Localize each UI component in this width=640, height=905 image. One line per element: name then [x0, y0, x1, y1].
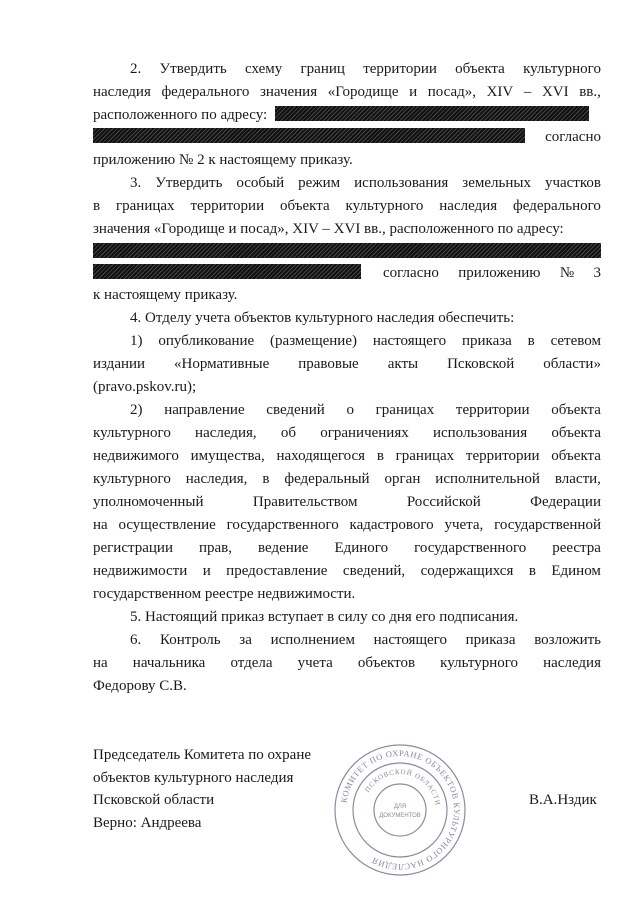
word: государственной	[494, 517, 601, 533]
word: исполнением	[270, 632, 355, 648]
word: приложению	[458, 265, 541, 281]
word: содержащихся	[420, 563, 514, 579]
signer-title-line1: Председатель Комитета по охране	[93, 747, 312, 763]
word: посад»,	[427, 84, 476, 100]
word: прав,	[198, 540, 232, 556]
word: объектов	[357, 655, 416, 671]
word: «Городище	[327, 84, 399, 100]
word: кадастрового	[349, 517, 434, 533]
word: осуществление	[118, 517, 216, 533]
word: направление	[164, 402, 245, 418]
word: №	[559, 265, 575, 281]
word: культурного	[440, 655, 519, 671]
word: (размещение)	[270, 333, 357, 349]
word: в	[528, 563, 536, 579]
word: Утвердить	[155, 175, 223, 191]
word: в	[376, 448, 384, 464]
signer-title-line2: объектов культурного наследия	[93, 770, 294, 786]
word: объекта	[551, 425, 601, 441]
word: 6.	[130, 632, 142, 648]
word: наследия	[543, 655, 601, 671]
seal-outer-text: КОМИТЕТ ПО ОХРАНЕ ОБЪЕКТОВ КУЛЬТУРНОГО НАСЛЕДИЯ	[338, 747, 463, 873]
item4-sub1-line2	[93, 355, 601, 373]
item4-sub2-line4	[93, 470, 601, 488]
item3-line2	[93, 197, 601, 215]
word: имущества,	[190, 448, 265, 464]
word: режим	[298, 175, 341, 191]
word: Единого	[334, 540, 389, 556]
word: в	[262, 471, 270, 487]
redacted-address	[93, 264, 361, 279]
word: использования	[432, 425, 528, 441]
word: культурного	[523, 61, 601, 77]
word: сведений,	[342, 563, 406, 579]
word: начальника	[132, 655, 206, 671]
item4-sub2-line1	[130, 401, 601, 419]
item4-sub1-line3: (pravo.pskov.ru);	[93, 379, 197, 395]
word: об	[280, 425, 296, 441]
word: государственного	[414, 540, 527, 556]
item3-according	[383, 264, 601, 282]
certified-by: Верно: Андреева	[93, 815, 202, 831]
word: Федерации	[530, 494, 601, 510]
word: согласно	[383, 265, 439, 281]
word: 3	[593, 265, 601, 281]
word: Российской	[406, 494, 481, 510]
word: XIV	[486, 84, 514, 100]
word: вв.,	[579, 84, 601, 100]
word: территории	[455, 402, 530, 418]
word: настоящего	[372, 333, 447, 349]
word: границах	[115, 198, 175, 214]
item5-line: 5. Настоящий приказ вступает в силу со дня его подписания.	[130, 609, 519, 625]
word: культурного	[93, 425, 171, 441]
item4-sub2-line6	[93, 516, 601, 534]
item6-line3: Федорову С.В.	[93, 678, 187, 694]
word: федерального	[161, 84, 250, 100]
word: исполнительной	[435, 471, 540, 487]
word: территории	[363, 61, 437, 77]
word: недвижимого	[93, 448, 179, 464]
item2-line1	[130, 60, 601, 78]
word: границ	[300, 61, 345, 77]
word: Едином	[551, 563, 601, 579]
word: объекта	[455, 61, 505, 77]
word: –	[523, 84, 532, 100]
item4-heading: 4. Отделу учета объектов культурного наследия обеспечить:	[130, 310, 515, 326]
item2-line2	[93, 83, 601, 101]
word: возложить	[534, 632, 601, 648]
word: на	[93, 655, 108, 671]
word: наследия	[439, 198, 498, 214]
word: 1)	[130, 333, 143, 349]
word: 2.	[130, 61, 142, 77]
item4-sub2-line7	[93, 539, 601, 557]
item2-according: согласно	[545, 129, 601, 145]
item2-line3	[93, 106, 601, 124]
redacted-address	[275, 106, 589, 121]
seal-center-ring	[374, 784, 426, 836]
word: федеральный	[284, 471, 370, 487]
word: области»	[543, 356, 601, 372]
word: объекта	[551, 402, 601, 418]
word: о	[346, 402, 354, 418]
item6-line1	[130, 631, 601, 649]
item3-line3: значения «Городище и посад», XIV – XVI вв., расположенного по адресу:	[93, 221, 564, 237]
item4-sub2-line5	[93, 493, 601, 511]
word: на	[93, 517, 108, 533]
word: «Нормативные	[174, 356, 270, 372]
word: правовые	[298, 356, 359, 372]
item4-sub2-line3	[93, 447, 601, 465]
word: и	[409, 84, 418, 100]
signer-title-line3: Псковской области	[93, 792, 215, 808]
word: границах	[375, 402, 435, 418]
word: ведение	[257, 540, 309, 556]
word: предоставление	[226, 563, 328, 579]
item4-sub2-line2	[93, 424, 601, 442]
word: власти,	[554, 471, 601, 487]
word: в	[93, 198, 101, 214]
word: культурного	[93, 471, 171, 487]
word: за	[239, 632, 252, 648]
word: границах	[395, 448, 455, 464]
word: государственного	[226, 517, 339, 533]
word: объекта	[279, 198, 330, 214]
word: и	[202, 563, 211, 579]
word: реестра	[552, 540, 601, 556]
word: приказа	[465, 632, 516, 648]
redacted-address	[93, 128, 525, 143]
item3-line4	[93, 243, 601, 261]
word: наследия	[93, 84, 151, 100]
word: значения	[259, 84, 318, 100]
item3-line1	[130, 174, 601, 192]
word: использования	[354, 175, 449, 191]
word: Правительством	[252, 494, 358, 510]
word: особый	[236, 175, 285, 191]
word: территории	[465, 448, 540, 464]
word: отдела	[230, 655, 273, 671]
item4-sub2-line8	[93, 562, 601, 580]
word: акты	[387, 356, 419, 372]
word: 3.	[130, 175, 142, 191]
word: недвижимости	[93, 563, 188, 579]
seal-inner-text: ПСКОВСКОЙ ОБЛАСТИ	[363, 767, 442, 807]
word: земельных	[462, 175, 531, 191]
word: приказа	[461, 333, 512, 349]
item4-sub1-line1	[130, 332, 601, 350]
word: учета	[297, 655, 333, 671]
word: 2)	[130, 402, 143, 418]
word: XVI	[541, 84, 569, 100]
word: сведений	[266, 402, 325, 418]
seal-center-text-2: ДОКУМЕНТОВ	[379, 813, 421, 819]
word: учета,	[444, 517, 484, 533]
word: издании	[93, 356, 146, 372]
word: Псковской	[447, 356, 515, 372]
item6-line2	[93, 654, 601, 672]
item2-address-label: расположенного по адресу:	[93, 107, 268, 123]
seal-inner-ring	[353, 763, 447, 857]
word: Утвердить	[159, 61, 227, 77]
word: в	[527, 333, 535, 349]
word: территории	[190, 198, 265, 214]
item2-line5: приложению № 2 к настоящему приказу.	[93, 152, 353, 168]
seal-center-text-1: ДЛЯ	[393, 804, 407, 810]
item3-line6: к настоящему приказу.	[93, 287, 238, 303]
word: Контроль	[159, 632, 221, 648]
word: орган	[384, 471, 421, 487]
word: культурного	[345, 198, 424, 214]
word: настоящего	[373, 632, 447, 648]
item2-line4	[93, 128, 601, 146]
word: регистрации	[93, 540, 173, 556]
word: опубликование	[158, 333, 255, 349]
word: участков	[544, 175, 601, 191]
signer-name: В.А.Нздик	[529, 792, 597, 808]
word: наследия,	[195, 425, 257, 441]
official-seal	[332, 742, 468, 878]
word: ограничениях	[320, 425, 409, 441]
word: наследия,	[185, 471, 248, 487]
redacted-address	[93, 243, 601, 258]
word: сетевом	[550, 333, 601, 349]
word: находящегося	[276, 448, 366, 464]
word: объекта	[551, 448, 601, 464]
word: уполномоченный	[93, 494, 204, 510]
item3-line5	[93, 264, 601, 282]
word: схему	[245, 61, 283, 77]
item4-sub2-line9: государственном реестре недвижимости.	[93, 586, 356, 602]
seal-outer-ring	[335, 745, 465, 875]
word: федерального	[513, 198, 601, 214]
